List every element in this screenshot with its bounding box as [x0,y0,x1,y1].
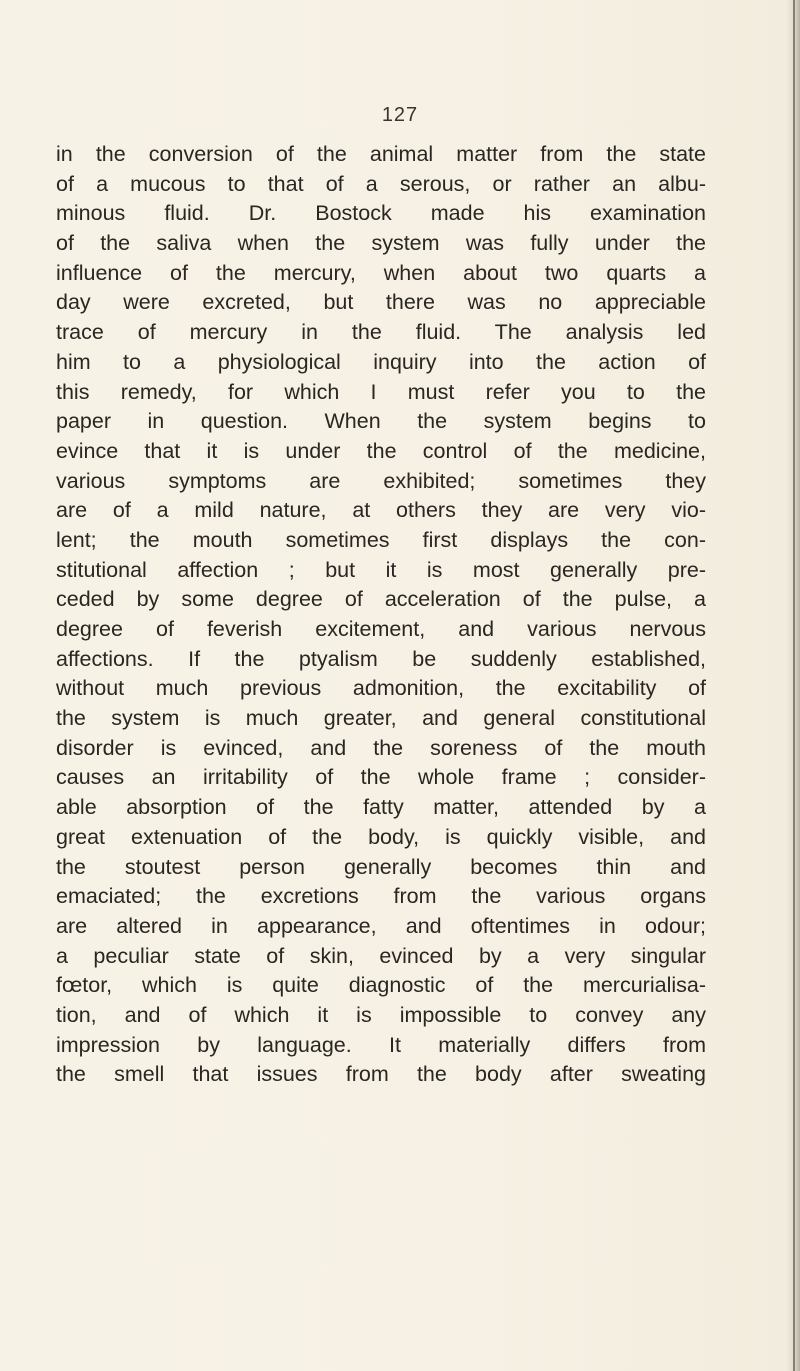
text-line: the smell that issues from the body after sweating [56,1062,706,1087]
text-line: influence of the mercury, when about two quarts a [56,260,706,285]
body-text [56,140,706,1090]
text-line: ceded by some degree of acceleration of the pulse, a [56,587,706,612]
text-line: various symptoms are exhibited; sometimes they [56,468,706,493]
text-line: degree of feverish excitement, and various nervous [56,617,706,641]
text-line: day were excreted, but there was no appreciable [56,290,706,315]
page-edge-line [793,0,795,1371]
text-line: tion, and of which it is impossible to convey any [56,1002,706,1027]
text-line: trace of mercury in the fluid. The analysis led [56,320,706,345]
text-line: the system is much greater, and general constitutional [56,706,706,731]
text-line: minous fluid. Dr. Bostock made his examination [56,201,706,226]
text-line: of a mucous to that of a serous, or rather an albu- [56,171,706,196]
text-line: fœtor, which is quite diagnostic of the mercurialisa- [56,973,706,998]
text-line: lent; the mouth sometimes first displays the con- [56,527,706,552]
text-line: of the saliva when the system was fully under the [56,231,706,256]
text-line: the stoutest person generally becomes thin and [56,854,706,879]
text-line: in the conversion of the animal matter from the state [56,142,706,166]
text-line: stitutional affection ; but it is most generally pre- [56,557,706,582]
text-line: this remedy, for which I must refer you to the [56,379,706,404]
text-line: are altered in appearance, and oftentimes in odour; [56,913,706,938]
text-line: evince that it is under the control of the medicine, [56,438,706,463]
page-number: 127 [381,104,419,126]
text-line: disorder is evinced, and the soreness of the mouth [56,735,706,760]
text-line: are of a mild nature, at others they are very vio- [56,498,706,523]
text-line: impression by language. It materially differs from [56,1032,706,1057]
text-line: emaciated; the excretions from the various organs [56,884,706,909]
text-line: able absorption of the fatty matter, attended by a [56,795,706,820]
text-line: affections. If the ptyalism be suddenly established, [56,646,706,671]
text-line: great extenuation of the body, is quickly visible, and [56,824,706,849]
text-line: him to a physiological inquiry into the action of [56,349,706,374]
text-line: without much previous admonition, the excitability of [56,676,706,701]
text-line: a peculiar state of skin, evinced by a very singular [56,943,706,968]
text-line: causes an irritability of the whole frame ; consider- [56,765,706,790]
text-line: paper in question. When the system begins to [56,409,706,434]
